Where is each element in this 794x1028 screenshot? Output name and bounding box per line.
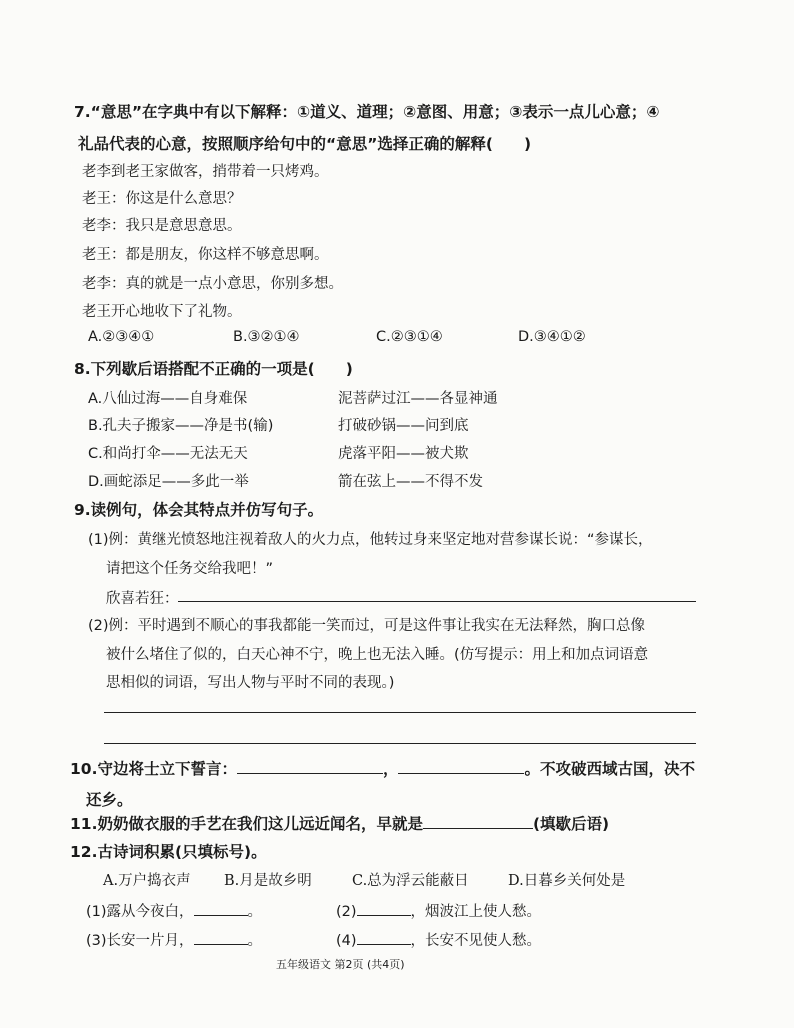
q12-option-c: C.总为浮云能蔽日 (352, 873, 469, 889)
q9-example2-line1: (2)例：平时遇到不顺心的事我都能一笑而过，可是这件事让我实在无法释然，胸口总像 (88, 618, 646, 634)
q12-blank-2-pre: (2) (336, 904, 357, 920)
q12-blank-2-post: ，烟波江上使人愁。 (410, 904, 542, 920)
q12-blank-4-pre: (4) (336, 933, 357, 949)
q8-row-b-right: 打破砂锅——问到底 (338, 418, 469, 434)
q9-answer-line-1[interactable] (178, 601, 696, 602)
q8-row-b-left: B.孔夫子搬家——净是书(输) (88, 418, 274, 434)
q8-row-c-right: 虎落平阳——被犬欺 (338, 446, 469, 462)
q10-part1: 10.守边将士立下誓言： (70, 760, 237, 778)
q7-option-d[interactable]: D.③④①② (518, 329, 586, 345)
q10-sep: ， (382, 760, 399, 778)
q9-stem: 9.读例句，体会其特点并仿写句子。 (74, 501, 324, 519)
q12-blank-3-post: 。 (247, 933, 263, 949)
q10-line1 (70, 757, 695, 779)
q9-example2-line3: 思相似的词语，写出人物与平时不同的表现。) (106, 675, 395, 691)
q12-blank-2[interactable] (357, 901, 411, 916)
q7-dialogue-4: 老李：真的就是一点小意思，你别多想。 (82, 276, 343, 292)
q8-row-d-left: D.画蛇添足——多此一举 (88, 474, 249, 490)
q9-example1-line1: (1)例：黄继光愤怒地注视着敌人的火力点，他转过身来坚定地对营参谋长说：“参谋长， (88, 532, 653, 548)
q12-blank-row-1 (86, 900, 262, 921)
q12-blank-row-2 (336, 900, 541, 921)
q8-row-c-left: C.和尚打伞——无法无天 (88, 446, 248, 462)
q7-dialogue-2: 老李：我只是意思意思。 (82, 218, 242, 234)
q7-dialogue-3: 老王：都是朋友，你这样不够意思啊。 (82, 247, 329, 263)
page-footer: 五年级语文 第2页 (共4页) (276, 958, 405, 971)
q11-blank[interactable] (423, 814, 533, 829)
q7-dialogue-1: 老王：你这是什么意思？ (82, 191, 242, 207)
q12-blank-1[interactable] (194, 901, 248, 916)
q9-answer-line-2[interactable] (104, 712, 696, 713)
q11-part2: (填歇后语) (532, 815, 610, 833)
q12-blank-4-post: ，长安不见使人愁。 (410, 933, 542, 949)
q12-blank-1-pre: (1)露从今夜白， (86, 904, 194, 920)
q10-part2: 。不攻破西域古国，决不 (524, 760, 695, 778)
q11-part1: 11.奶奶做衣服的手艺在我们这儿远近闻名，早就是 (70, 815, 423, 833)
q12-stem: 12.古诗词积累(只填标号)。 (70, 843, 267, 861)
q9-answer-line-3[interactable] (104, 743, 696, 744)
q10-line2: 还乡。 (86, 791, 133, 809)
q9-example1-prompt: 欣喜若狂： (106, 591, 179, 607)
q7-option-c[interactable]: C.②③①④ (376, 329, 443, 345)
q12-blank-row-3 (86, 929, 262, 950)
q7-stem-line1: 7.“意思”在字典中有以下解释：①道义、道理；②意图、用意；③表示一点儿心意；④ (74, 103, 660, 121)
q9-example2-line2: 被什么堵住了似的，白天心神不宁，晚上也无法入睡。(仿写提示：用上和加点词语意 (106, 647, 649, 663)
q8-row-d-right: 箭在弦上——不得不发 (338, 474, 483, 490)
q7-option-a[interactable]: A.②③④① (88, 329, 155, 345)
q8-row-a-right: 泥菩萨过江——各显神通 (338, 391, 498, 407)
q7-stem-line2: 礼品代表的心意，按照顺序给句中的“意思”选择正确的解释( ) (78, 135, 532, 153)
q7-dialogue-5: 老王开心地收下了礼物。 (82, 304, 242, 320)
q12-blank-1-post: 。 (247, 904, 263, 920)
q12-blank-3-pre: (3)长安一片月， (86, 933, 194, 949)
q12-option-a: A.万户捣衣声 (103, 873, 191, 889)
q12-blank-row-4 (336, 929, 541, 950)
q7-dialogue-0: 老李到老王家做客，捎带着一只烤鸡。 (82, 164, 329, 180)
q7-option-b[interactable]: B.③②①④ (233, 329, 300, 345)
q12-option-d: D.日暮乡关何处是 (508, 873, 626, 889)
q12-blank-4[interactable] (357, 930, 411, 945)
q10-blank-1[interactable] (237, 759, 383, 774)
q11-line (70, 812, 609, 834)
q10-blank-2[interactable] (398, 759, 524, 774)
q8-stem: 8.下列歇后语搭配不正确的一项是( ) (74, 360, 353, 378)
q8-row-a-left: A.八仙过海——自身难保 (88, 391, 248, 407)
q9-example1-line2: 请把这个任务交给我吧！” (106, 561, 274, 577)
q12-option-b: B.月是故乡明 (224, 873, 312, 889)
q12-blank-3[interactable] (194, 930, 248, 945)
